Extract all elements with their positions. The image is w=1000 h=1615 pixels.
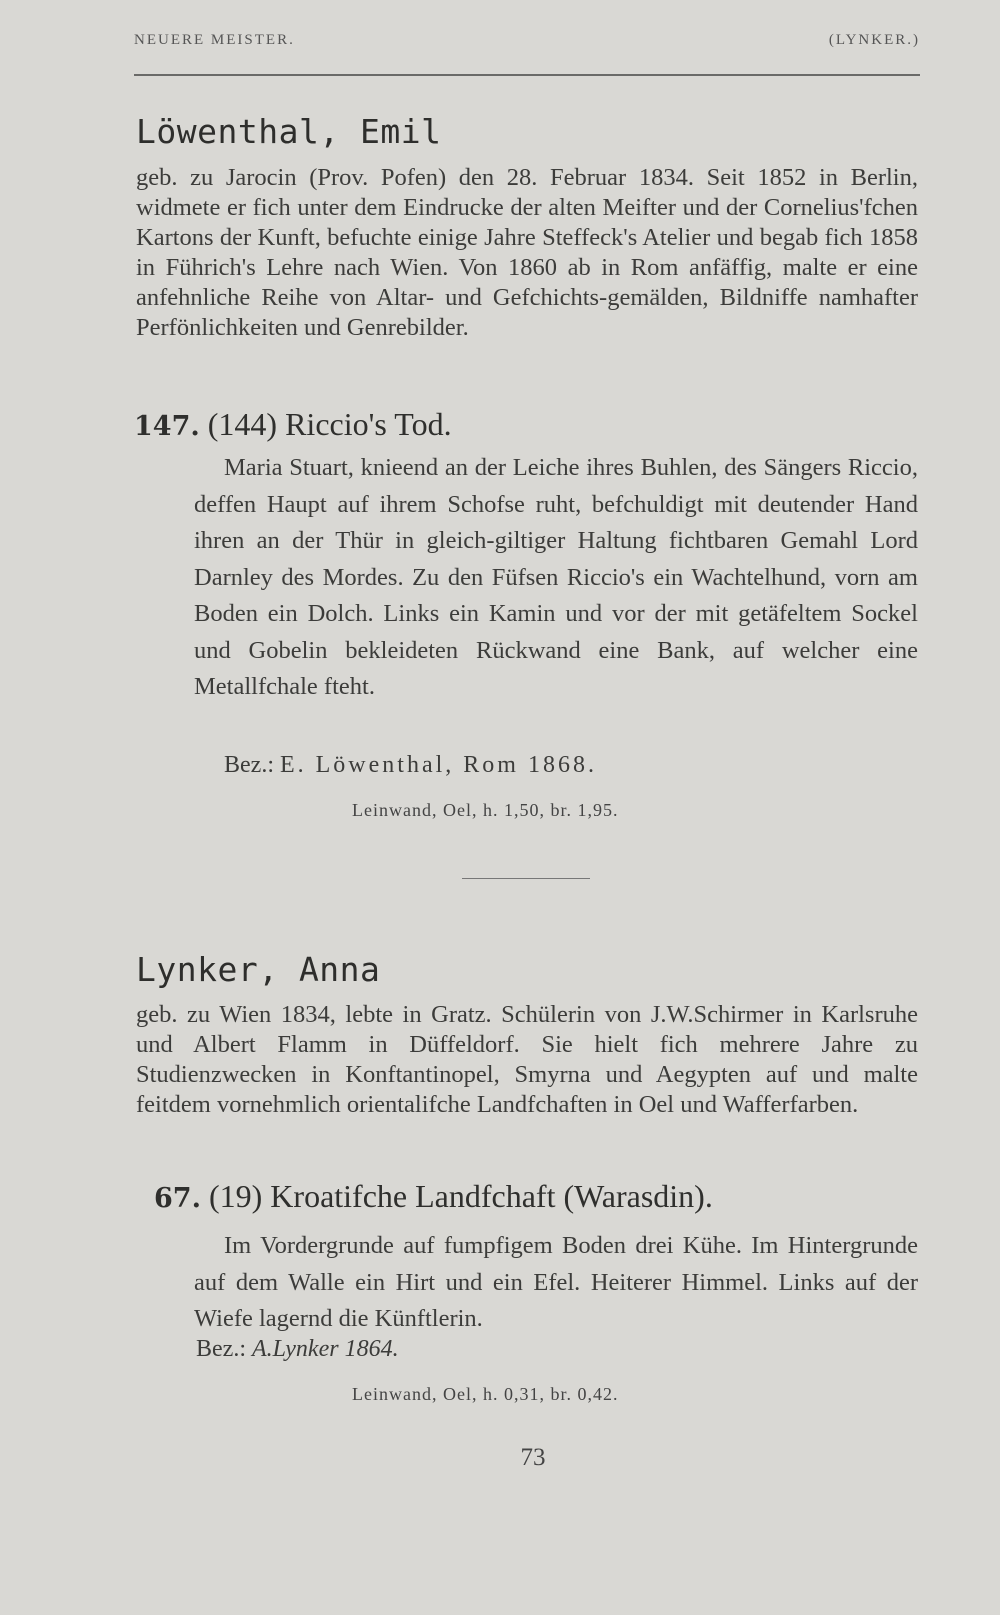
signature-text: E. Löwenthal, Rom 1868. xyxy=(279,752,597,778)
artist-name-lynker: Lynker, Anna xyxy=(136,950,381,989)
catalog-number: 67. xyxy=(154,1183,201,1214)
work-description: Im Vordergrunde auf fumpfigem Boden drei Kühe. Im Hintergrunde auf dem Walle ein Hirt und ein Efel. Heiterer Himmel. Links auf der Wiefe lagernd die Künftlerin. xyxy=(194,1232,918,1332)
work-title: Riccio's Tod. xyxy=(285,406,452,442)
artist-name-lowenthal: Löwenthal, Emil xyxy=(136,112,442,151)
old-catalog-number: (144) xyxy=(207,406,278,442)
signature-text: A.Lynker 1864. xyxy=(251,1336,399,1362)
work-heading-67 xyxy=(154,1178,713,1215)
work-heading-147 xyxy=(134,406,452,443)
signature-line xyxy=(224,752,597,779)
running-head-left: NEUERE MEISTER. xyxy=(134,32,295,48)
page-number: 73 xyxy=(520,1444,546,1471)
old-catalog-number: (19) xyxy=(208,1178,263,1214)
signature-line xyxy=(196,1336,399,1363)
signature-label: Bez.: xyxy=(224,752,274,778)
medium-dimensions: Leinwand, Oel, h. 1,50, br. 1,95. xyxy=(352,800,619,820)
work-title: Kroatifche Landfchaft (Warasdin). xyxy=(270,1178,713,1214)
medium-dimensions: Leinwand, Oel, h. 0,31, br. 0,42. xyxy=(352,1384,619,1404)
artist-bio-lynker: geb. zu Wien 1834, lebte in Gratz. Schülerin von J.W.Schirmer in Karlsruhe und Albert Flamm in Düffeldorf. Sie hielt fich mehrere Jahre zu Studienzwecken in Konftantinopel, Smyrna und Aegypten auf und malte feitdem vornehmlich orientalifche Landfchaften in Oel und Wafferfarben. xyxy=(136,1001,918,1118)
catalog-number: 147. xyxy=(134,411,200,442)
artist-bio-lowenthal: geb. zu Jarocin (Prov. Pofen) den 28. Februar 1834. Seit 1852 in Berlin, widmete er fich unter dem Eindrucke der alten Meifter und der Cornelius'fchen Kartons der Kunft, befuchte einige Jahre Steffeck's Atelier und begab fich 1858 in Führich's Lehre nach Wien. Von 1860 ab in Rom anfäffig, malte er eine anfehnliche Reihe von Altar- und Gefchichts-gemälden, Bildniffe namhafter Perfönlichkeiten und Genrebilder. xyxy=(136,164,918,341)
work-description: Maria Stuart, knieend an der Leiche ihres Buhlen, des Sängers Riccio, deffen Haupt auf ihrem Schofse ruht, befchuldigt mit deutender Hand ihren an der Thür in gleich-giltiger Haltung fichtbaren Gemahl Lord Darnley des Mordes. Zu den Füfsen Riccio's ein Wachtelhund, vorn am Boden ein Dolch. Links ein Kamin und vor der mit getäfeltem Sockel und Gobelin bekleideten Rückwand eine Bank, auf welcher eine Metallfchale fteht. xyxy=(194,454,918,700)
entry-divider xyxy=(462,878,590,879)
header-rule xyxy=(134,74,920,76)
signature-label: Bez.: xyxy=(196,1336,246,1362)
running-head-right: (LYNKER.) xyxy=(828,32,920,48)
